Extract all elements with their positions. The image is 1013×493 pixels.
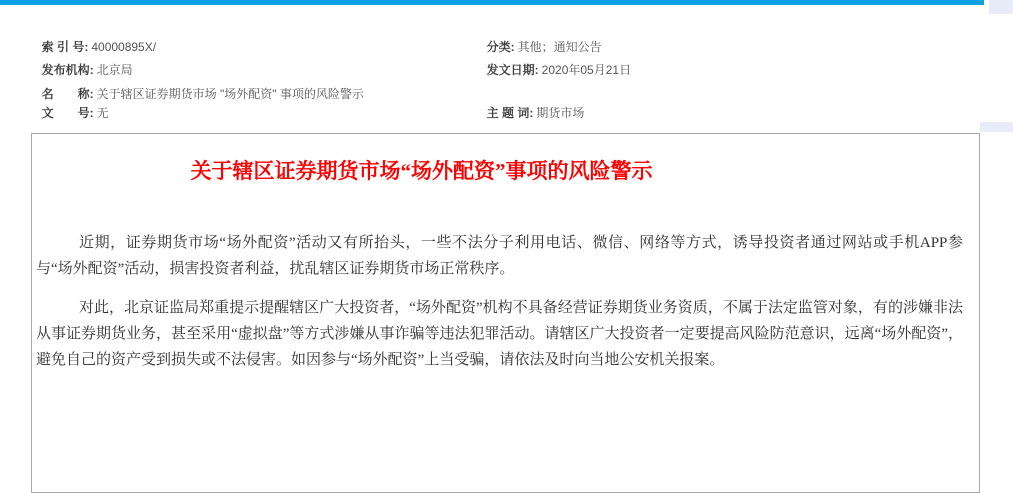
issuing-agency-value: 北京局 — [96, 63, 133, 77]
document-body — [32, 230, 979, 373]
paragraph-1: 近期，证券期货市场“场外配资”活动又有所抬头，一些不法分子利用电话、微信、网络等方式，诱导投资者通过网站或手机APP参与“场外配资”活动，损害投资者利益，扰乱辖区证券期货市场正常秩序。 — [36, 235, 963, 277]
index-number-label: 索 引 号: — [41, 40, 89, 54]
top-right-accent — [989, 0, 1013, 14]
box-right-accent — [980, 122, 1013, 132]
category-label: 分类: — [486, 40, 515, 54]
meta-row-document-number — [35, 91, 109, 121]
index-number-value: 40000895X/ — [91, 40, 157, 54]
document-content-box — [31, 133, 980, 493]
document-name-label: 名 称: — [41, 87, 94, 101]
top-accent-bar — [0, 0, 984, 5]
document-name-value: 关于辖区证券期货市场 "场外配资" 事项的风险警示 — [96, 87, 364, 101]
issuing-agency-label: 发布机构: — [41, 63, 94, 77]
issue-date-value: 2020年05月21日 — [541, 63, 632, 77]
paragraph-2: 对此，北京证监局郑重提示提醒辖区广大投资者，“场外配资”机构不具备经营证券期货业务资质，不属于法定监管对象，有的涉嫌非法从事证券期货业务，甚至采用“虚拟盘”等方式涉嫌从事诈骗等违法犯罪活动。请辖区广大投资者一定要提高风险防范意识，远离“场外配资”，避免自己的资产受到损失或不法侵害。如因参与“场外配资”上当受骗，请依法及时向当地公安机关报案。 — [36, 300, 963, 368]
document-number-value: 无 — [96, 106, 109, 120]
subject-words-label: 主 题 词: — [486, 106, 534, 120]
document-number-label: 文 号: — [41, 106, 94, 120]
category-value: 其他；通知公告 — [517, 40, 602, 54]
meta-row-subject-words — [480, 91, 584, 121]
subject-words-value: 期货市场 — [536, 106, 585, 120]
meta-row-issue-date — [480, 48, 631, 78]
issue-date-label: 发文日期: — [486, 63, 539, 77]
document-title: 关于辖区证券期货市场“场外配资”事项的风险警示 — [190, 159, 653, 183]
